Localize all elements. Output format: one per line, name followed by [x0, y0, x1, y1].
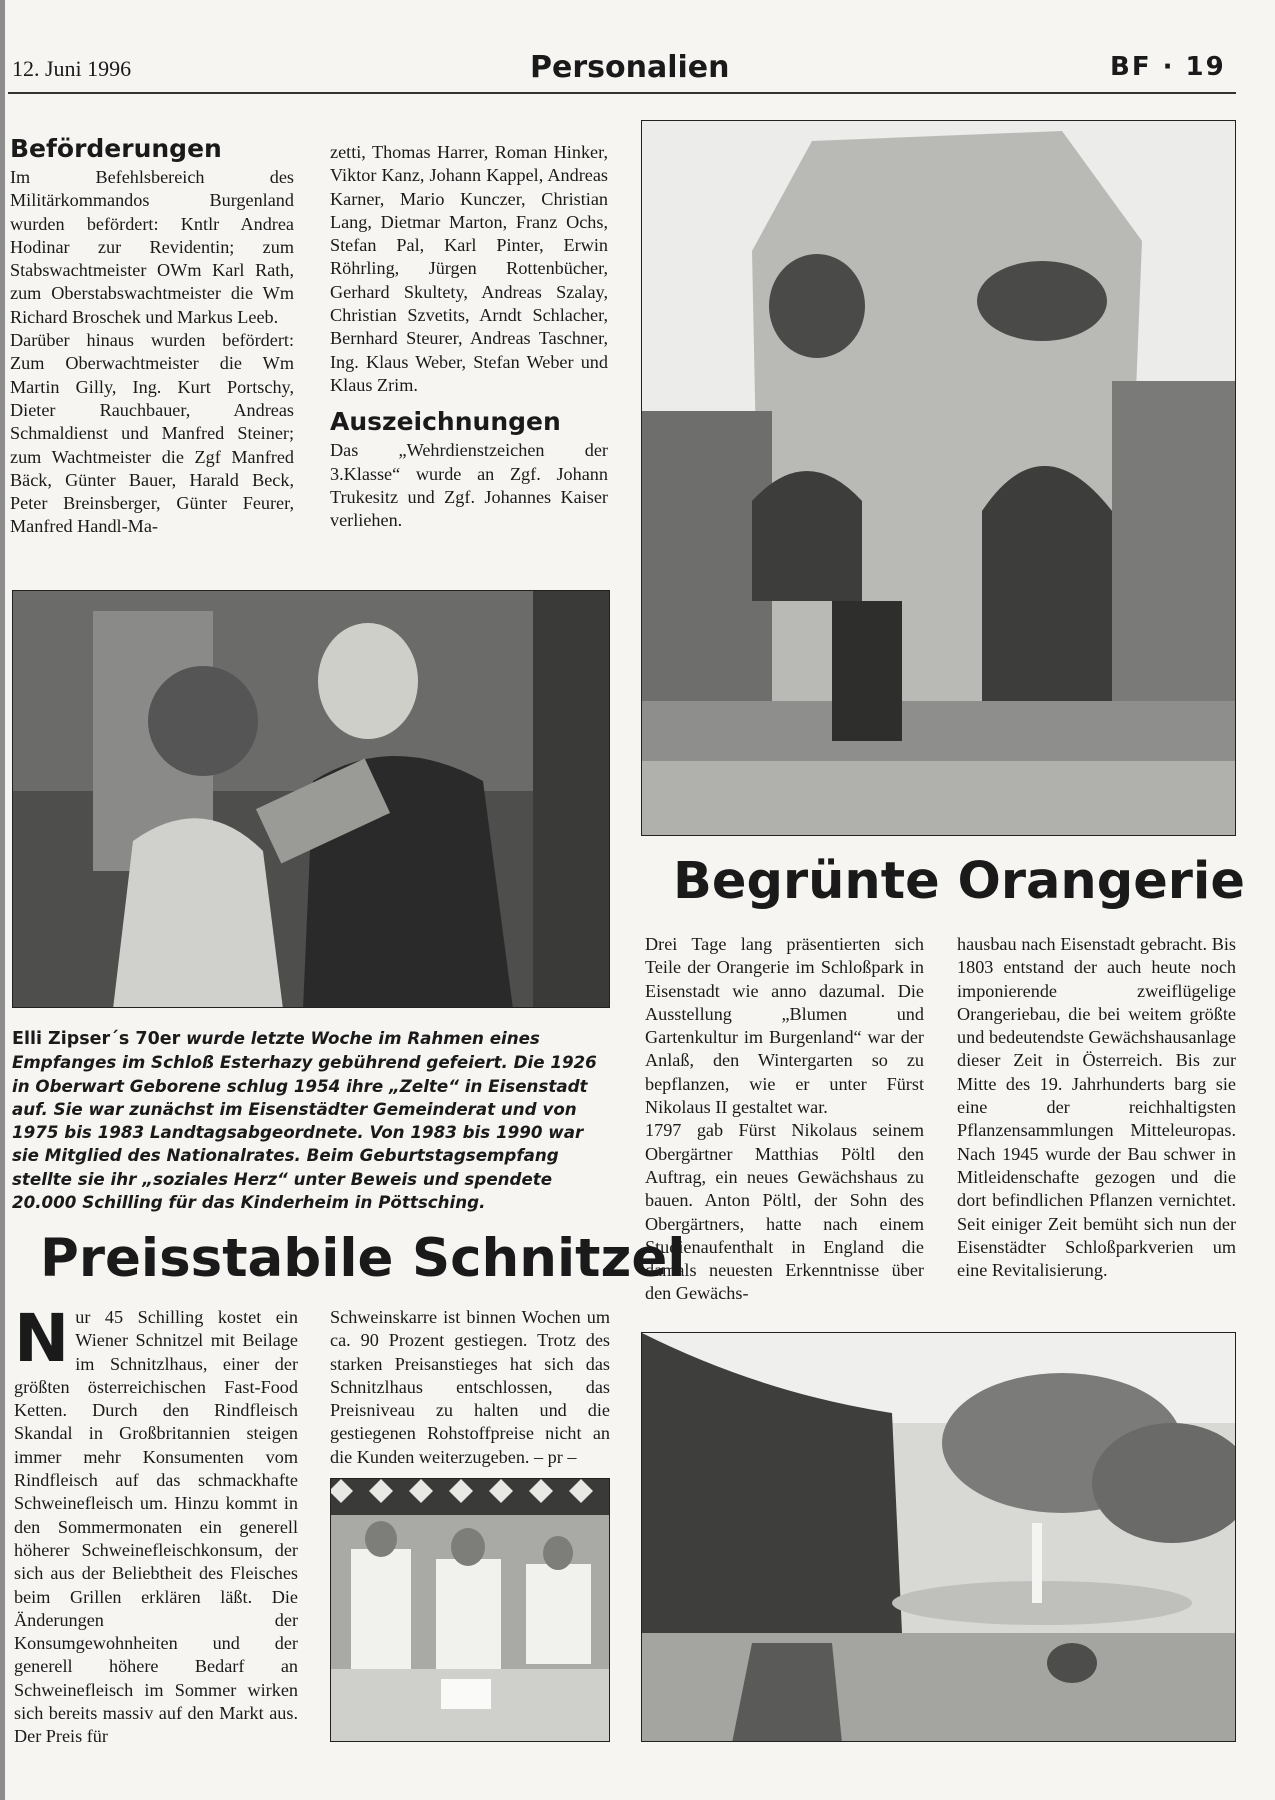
auszeichnungen-text: Das „Wehrdienstzeichen der 3.Klasse“ wurde an Zgf. Johann Trukesitz und Zgf. Johannes Kaiser verliehen.: [330, 440, 608, 531]
schnitzlhaus-photo: [330, 1478, 610, 1742]
dropcap: N: [14, 1300, 70, 1377]
orangerie-photo: [641, 120, 1236, 836]
orangerie-building-image: [642, 121, 1236, 836]
issue-date: 12. Juni 1996: [12, 56, 132, 81]
orangerie-para2: 1797 gab Fürst Nikolaus seinem Obergärtner Matthias Pöltl den Auftrag, ein neues Gewächshaus zu bauen. Anton Pöltl, der Sohn des Obergärtners, hatte nach einem Studienaufenthalt in England die damals neuesten Erkenntnisse über den Gewächs-: [645, 1120, 924, 1304]
page-edge: [0, 0, 5, 1800]
schnitzel-para2: Schweinskarre ist binnen Wochen um ca. 90 Prozent gestiegen. Trotz des starken Preisanstieges hat sich das Schnitzlhaus entschlossen, das Preisniveau zu halten und die gestiegenen Rohstoffpreise nicht an die Kunden weiterzugeben. – pr –: [330, 1307, 610, 1467]
park-photo: [641, 1332, 1236, 1742]
befoerderungen-para3: zetti, Thomas Harrer, Roman Hinker, Viktor Kanz, Johann Kappel, Andreas Karner, Mario Kunczer, Christian Lang, Dietmar Marton, Franz Ochs, Stefan Pal, Karl Pinter, Erwin Röhrling, Jürgen Rottenbücher, Gerhard Skultety, Andreas Szalay, Christian Szvetits, Arndt Schlacher, Bernhard Steurer, Andreas Taschner, Ing. Klaus Weber, Stefan Weber und Klaus Zrim.: [330, 142, 608, 395]
header-rule: [8, 92, 1236, 94]
orangerie-col2: [957, 933, 1236, 1282]
befoerderungen-col2: [330, 141, 608, 532]
schnitzel-headline: Preisstabile Schnitzel: [40, 1228, 686, 1289]
befoerderungen-heading: Beförderungen: [10, 134, 222, 163]
schnitzel-col2: [330, 1306, 610, 1469]
orangerie-para3: hausbau nach Eisenstadt gebracht. Bis 1803 entstand der auch heute noch imponierende zweiflügelige Orangeriebau, die bei weitem größte und bedeutendste Gewächshausanlage dieser Zeit in Österreich. Bis zur Mitte des 19. Jahrhunderts barg sie eine der reichhaltigsten Pflanzensammlungen Mitteleuropas. Nach 1945 wurde der Bau schwer in Mitleidenschafte gezogen und die dort befindlichen Pflanzen vernichtet. Seit einiger Zeit bemüht sich nun der Eisenstädter Schloßparkverien um eine Revitalisierung.: [957, 934, 1236, 1281]
orangerie-col1: [645, 933, 924, 1306]
schnitzel-col1: [14, 1300, 298, 1749]
reception-scene-image: [13, 591, 610, 1008]
caption-text: wurde letzte Woche im Rahmen eines Empfanges im Schloß Esterhazy gebührend gefeiert. Die 1926 in Oberwart Geborene schlug 1954 ihre „Zelte“ in Eisenstadt auf. Sie war zunächst im Eisenstädter Gemeinderat und von 1975 bis 1983 Landtagsabgeordnete. Von 1983 bis 1990 war sie Mitglied des Nationalrates. Beim Geburtstagsempfang stellte sie ihr „soziales Herz“ unter Beweis und spendete 20.000 Schilling für das Kinderheim in Pöttsching.: [12, 1028, 597, 1213]
befoerderungen-para1: Im Befehlsbereich des Militärkommandos Burgenland wurden befördert: Kntlr Andrea Hodinar zur Revidentin; zum Stabswachtmeister OWm Karl Rath, zum Oberstabswachtmeister die Wm Richard Broschek und Markus Leeb.: [10, 167, 294, 327]
orangerie-headline: Begrünte Orangerie: [673, 852, 1246, 911]
befoerderungen-para2: Darüber hinaus wurden befördert: Zum Oberwachtmeister die Wm Martin Gilly, Ing. Kurt Portschy, Dieter Rauchbauer, Andreas Schmaldienst und Manfred Steiner; zum Wachtmeister die Zgf Manfred Bäck, Günter Bauer, Harald Beck, Peter Breinsberger, Günter Feurer, Manfred Handl-Ma-: [10, 330, 294, 537]
auszeichnungen-heading: Auszeichnungen: [330, 407, 561, 437]
kitchen-staff-image: [331, 1479, 610, 1742]
section-title: Personalien: [530, 50, 730, 85]
orangerie-para1: Drei Tage lang präsentierten sich Teile der Orangerie im Schloßpark in Eisenstadt wie anno dazumal. Die Ausstellung „Blumen und Gartenkultur im Burgenland“ war der Anlaß, den Wintergarten so zu bepflanzen, wie er unter Fürst Nikolaus II gestaltet war.: [645, 934, 924, 1118]
schnitzel-para1: ur 45 Schilling kostet ein Wiener Schnitzel mit Beilage im Schnitzlhaus, einer der größten österreichischen Fast-Food Ketten. Durch den Rindfleisch Skandal in Großbritannien steigen immer mehr Konsumenten vom Rindfleisch auf das schmackhafte Schweinefleisch um. Hinzu kommt in den Sommermonaten ein generell höherer Schweinefleischkonsum, der sich aus der Beliebtheit des Fleisches beim Grillen erklären läßt. Die Änderungen der Konsumgewohnheiten und der generell höhere Bedarf an Schweinefleisch im Sommer wirken sich bereits massiv auf den Markt aus. Der Preis für: [14, 1307, 298, 1747]
befoerderungen-col1: [10, 134, 294, 539]
caption-lead: Elli Zipser´s 70er: [12, 1029, 181, 1049]
photo-caption: [12, 1027, 610, 1214]
zipser-photo: [12, 590, 610, 1008]
page-number: BF · 19: [1110, 52, 1226, 82]
palm-garden-image: [642, 1333, 1236, 1742]
